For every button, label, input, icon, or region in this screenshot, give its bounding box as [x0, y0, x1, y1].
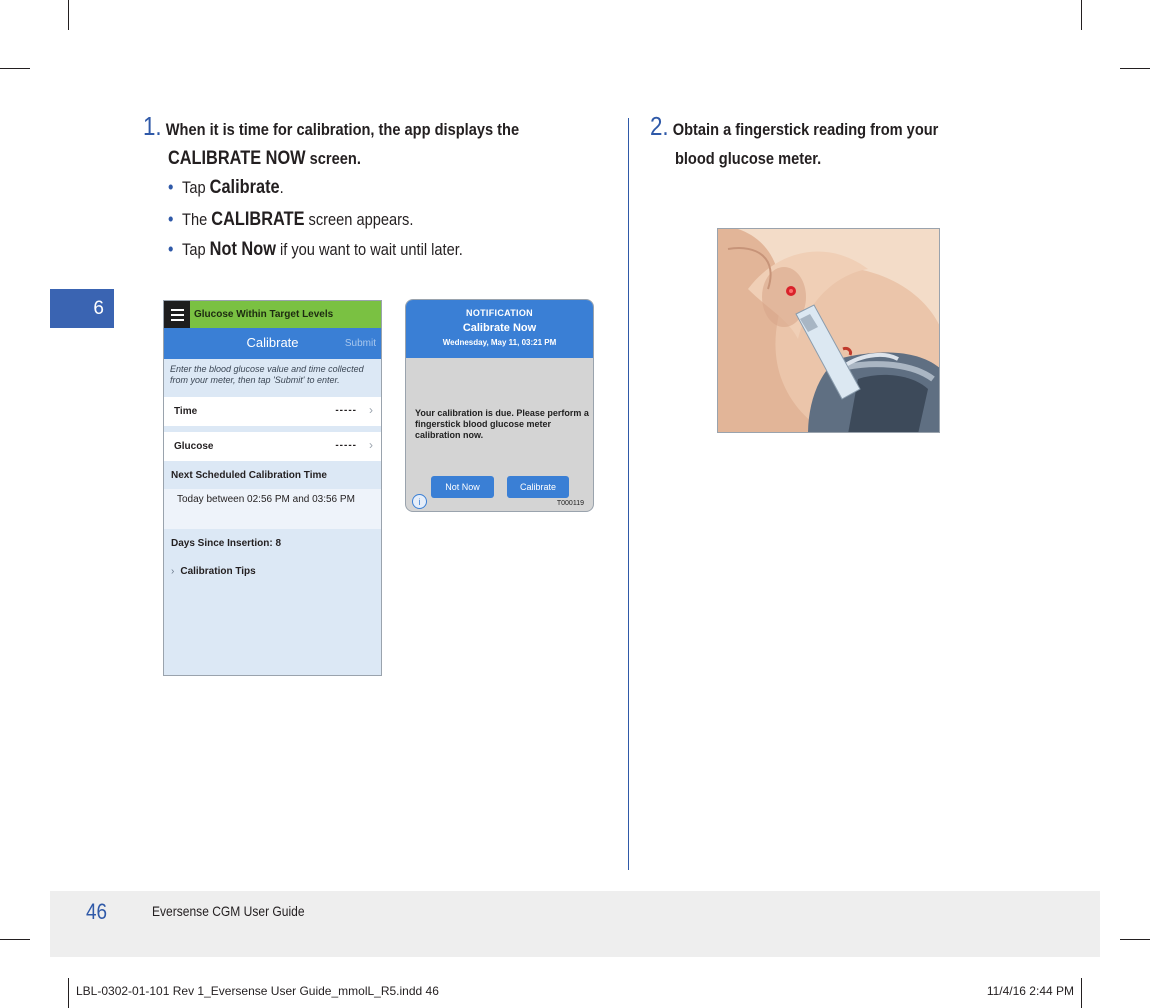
step-2-line2: blood glucose meter. — [674, 149, 822, 168]
calibrate-screenshot — [163, 300, 382, 676]
guide-title: Eversense CGM User Guide — [152, 903, 305, 919]
fingerstick-illustration — [717, 228, 940, 433]
step-2-text — [650, 112, 938, 173]
crop-mark — [1081, 0, 1082, 30]
info-icon[interactable]: i — [412, 494, 427, 509]
column-divider — [628, 118, 629, 870]
notification-title: Calibrate Now — [462, 322, 537, 334]
calibrate-button[interactable]: Calibrate — [507, 476, 569, 498]
notification-date: Wednesday, May 11, 03:21 PM — [442, 338, 557, 347]
bullet-term: Not Now — [209, 239, 276, 260]
next-scheduled-heading: Next Scheduled Calibration Time — [171, 469, 327, 481]
slug-right: 11/4/16 2:44 PM — [986, 984, 1074, 998]
step-1-text — [143, 112, 519, 173]
notification-screenshot — [405, 299, 594, 512]
chapter-tab: 6 — [50, 289, 114, 328]
bullet-term: CALIBRATE — [211, 209, 305, 230]
finger-meter-drawing — [718, 229, 940, 433]
page-footer — [50, 891, 1100, 957]
status-banner — [164, 301, 381, 328]
crop-mark — [1081, 978, 1082, 1008]
step-1-number: 1. — [143, 111, 162, 141]
crop-mark — [1120, 68, 1150, 69]
step-2-number: 2. — [650, 111, 669, 141]
time-row[interactable] — [164, 397, 381, 426]
step-1-line1: When it is time for calibration, the app displays the — [165, 120, 520, 139]
notification-label: NOTIFICATION — [466, 308, 533, 318]
nav-bar — [164, 328, 381, 359]
time-label: Time — [174, 406, 198, 417]
notification-message: Your calibration is due. Please perform a fingerstick blood glucose meter calibration now. — [415, 408, 589, 440]
screen-title: Calibrate — [246, 335, 299, 350]
next-scheduled-value: Today between 02:56 PM and 03:56 PM — [164, 489, 381, 529]
crop-mark — [68, 978, 69, 1008]
calibration-tips-row[interactable] — [164, 557, 381, 585]
crop-mark — [68, 0, 69, 30]
calibration-tips-label: Calibration Tips — [180, 565, 256, 577]
chevron-right-icon: › — [369, 403, 373, 417]
page-number: 46 — [86, 899, 108, 924]
glucose-label: Glucose — [174, 441, 214, 452]
bullet-item: • Tap Not Now if you want to wait until later. — [168, 239, 463, 260]
screen-code: T000119 — [556, 500, 584, 507]
instructions-text: Enter the blood glucose value and time collected from your meter, then tap 'Submit' to enter. — [170, 364, 364, 385]
time-value: ----- — [335, 405, 357, 416]
crop-mark — [0, 68, 30, 69]
bullet-term: Calibrate — [209, 177, 280, 198]
crop-mark — [1120, 939, 1150, 940]
menu-icon[interactable] — [164, 301, 190, 328]
notification-header — [406, 300, 593, 358]
glucose-value: ----- — [335, 440, 357, 451]
bullet-item: • Tap Calibrate. — [168, 177, 284, 198]
slug-left: LBL-0302-01-101 Rev 1_Eversense User Guide_mmolL_R5.indd 46 — [76, 984, 439, 998]
submit-button[interactable]: Submit — [344, 338, 376, 349]
chevron-right-icon: › — [171, 565, 175, 577]
step-2-line1: Obtain a fingerstick reading from your — [672, 120, 939, 139]
status-banner-text: Glucose Within Target Levels — [194, 309, 334, 320]
chevron-right-icon: › — [369, 438, 373, 452]
days-since-insertion: Days Since Insertion: 8 — [171, 537, 282, 549]
bullet-item: • The CALIBRATE screen appears. — [168, 209, 414, 230]
step-1-screen-name: CALIBRATE NOW — [167, 148, 306, 169]
not-now-button[interactable]: Not Now — [431, 476, 494, 498]
step-1-line2-suffix: screen. — [305, 149, 361, 168]
crop-mark — [0, 939, 30, 940]
glucose-row[interactable] — [164, 432, 381, 461]
